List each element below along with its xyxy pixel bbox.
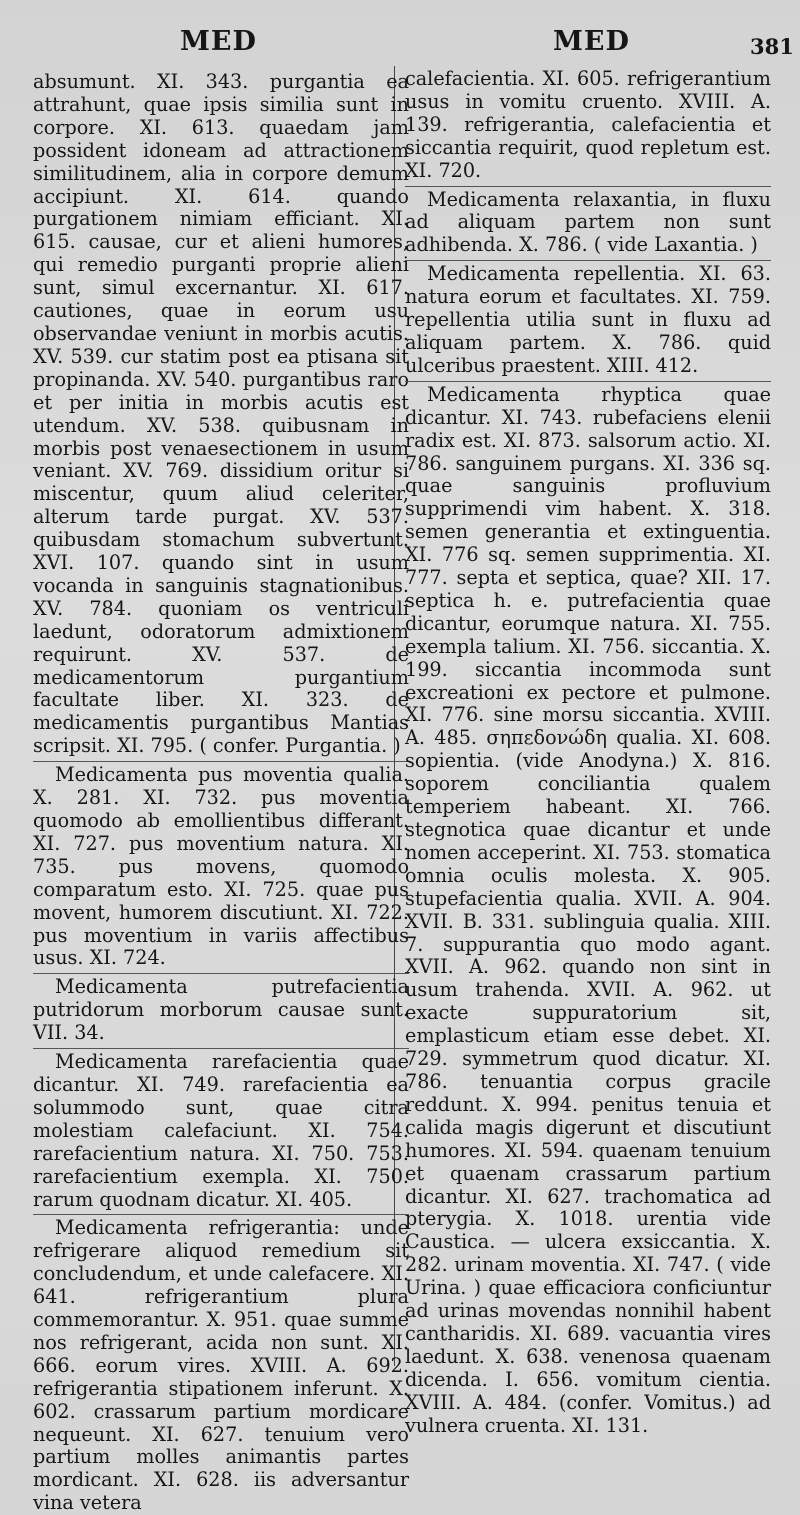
index-entry: calefacientia. XI. 605. refrigerantium usus in vomitu cruento. XVIII. A. 139. refrigerantia, calefacientia et siccantia requirit, quod repletum est. XI. 720. <box>405 67 771 182</box>
index-entry: Medicamenta rarefacientia quae dicantur. XI. 749. rarefacientia ea solummodo sunt, quae citra molestiam calefaciunt. XI. 754. rarefacientium natura. XI. 750. 753. rarefacientium exempla. XI. 750. rarum quodnam dicatur. XI. 405. <box>33 1050 409 1211</box>
running-head-right: MED <box>553 26 630 57</box>
left-column <box>33 68 409 1515</box>
page-number: 381 <box>750 34 794 59</box>
index-entry: Medicamenta putrefacientia putridorum morborum causae sunt. VII. 34. <box>33 975 409 1045</box>
index-entry: Medicamenta pus moventia qualia. X. 281. XI. 732. pus moventia quomodo ab emollientibus differant. XI. 727. pus moventium natura. XI. 735. pus movens, quomodo comparatum esto. XI. 725. quae pus movent, humorem discutiunt. XI. 722. pus moventium in variis affectibus usus. XI. 724. <box>33 763 409 970</box>
running-head-left: MED <box>180 26 257 57</box>
index-entry: Medicamenta refrigerantia: unde refrigerare aliquod remedium sit concludendum, et unde calefacere. XI. 641. refrigerantium plura commemorantur. X. 951. quae summe nos refrigerant, acida non sunt. XI. 666. eorum vires. XVIII. A. 692. refrigerantia stipationem inferunt. X. 602. crassarum partium mordicare nequeunt. XI. 627. tenuium vero partium molles animantis partes mordicant. XI. 628. iis adversantur vina vetera <box>33 1216 409 1515</box>
running-head <box>0 26 800 66</box>
index-entry: Medicamenta rhyptica quae dicantur. XI. 743. rubefaciens elenii radix est. XI. 873. salsorum actio. XI. 786. sanguinem purgans. XI. 336 sq. quae sanguinis profluvium supprimendi vim habent. X. 318. semen generantia et extinguentia. XI. 776 sq. semen supprimentia. XI. 777. septa et septica, quae? XII. 17. septica h. e. putrefacientia quae dicantur, eorumque natura. XI. 755. exempla talium. XI. 756. siccantia. X. 199. siccantia incommoda sunt excreationi ex pectore et pulmone. XI. 776. sine morsu siccantia. XVIII. A. 485. σηπεδονώδη qualia. XI. 608. sopientia. (vide Anodyna.) X. 816. soporem conciliantia qualem temperiem habeant. XI. 766. stegnotica quae dicantur et unde nomen acceperint. XI. 753. stomatica omnia oculis molesta. X. 905. stupefacientia qualia. XVII. A. 904. XVII. B. 331. sublinguia qualia. XIII. 7. suppurantia quo modo agant. XVII. A. 962. quando non sint in usum trahenda. XVII. A. 962. ut exacte suppuratorium sit, emplasticum etiam esse debet. XI. 729. symmetrum quod dicatur. XI. 786. tenuantia corpus gracile reddunt. X. 994. penitus tenuia et calida magis digerunt et discutiunt humores. XI. 594. quaenam tenuium et quaenam crassarum partium dicantur. XI. 627. trachomatica ad pterygia. X. 1018. urentia vide Caustica. — ulcera exsiccantia. X. 282. urinam moventia. XI. 747. ( vide Urina. ) quae efficaciora conficiuntur ad urinas movendas nonnihil habent cantharidis. XI. 689. vacuantia vires laedunt. X. 638. venenosa quaenam dicenda. I. 656. vomitum cientia. XVIII. A. 484. (confer. Vomitus.) ad vulnera cruenta. XI. 131. <box>405 382 771 1437</box>
index-entry: Medicamenta repellentia. XI. 63. natura eorum et facultates. XI. 759. repellentia utilia sunt in fluxu ad aliquam partem. X. 786. quid ulceribus praestent. XIII. 412. <box>405 262 771 377</box>
right-column <box>405 68 771 1437</box>
index-entry: absumunt. XI. 343. purgantia ea attrahunt, quae ipsis similia sunt in corpore. XI. 613. quaedam jam possident idoneam ad attractionem similitudinem, alia in corpore demum accipiunt. XI. 614. quando purgationem nimiam efficiant. XI. 615. causae, cur et alieni humores, qui remedio purganti proprie alieni sunt, simul excernantur. XI. 617. cautiones, quae in eorum usu observandae veniunt in morbis acutis. XV. 539. cur statim post ea ptisana sit propinanda. XV. 540. purgantibus raro et per initia in morbis acutis est utendum. XV. 538. quibusnam in morbis post venaesectionem in usum veniant. XV. 769. dissidium oritur si miscentur, quum aliud celeriter, alterum tarde purgat. XV. 537. quibusdam stomachum subvertunt. XVI. 107. quando sint in usum vocanda in sanguinis stagnationibus. XV. 784. quoniam os ventriculi laedunt, odoratorum admixtionem requirunt. XV. 537. de medicamentorum purgantium facultate liber. XI. 323. de medicamentis purgantibus Mantias scripsit. XI. 795. ( confer. Purgantia. ) <box>33 70 409 758</box>
index-entry: Medicamenta relaxantia, in fluxu ad aliquam partem non sunt adhibenda. X. 786. ( vide Laxantia. ) <box>405 187 771 257</box>
